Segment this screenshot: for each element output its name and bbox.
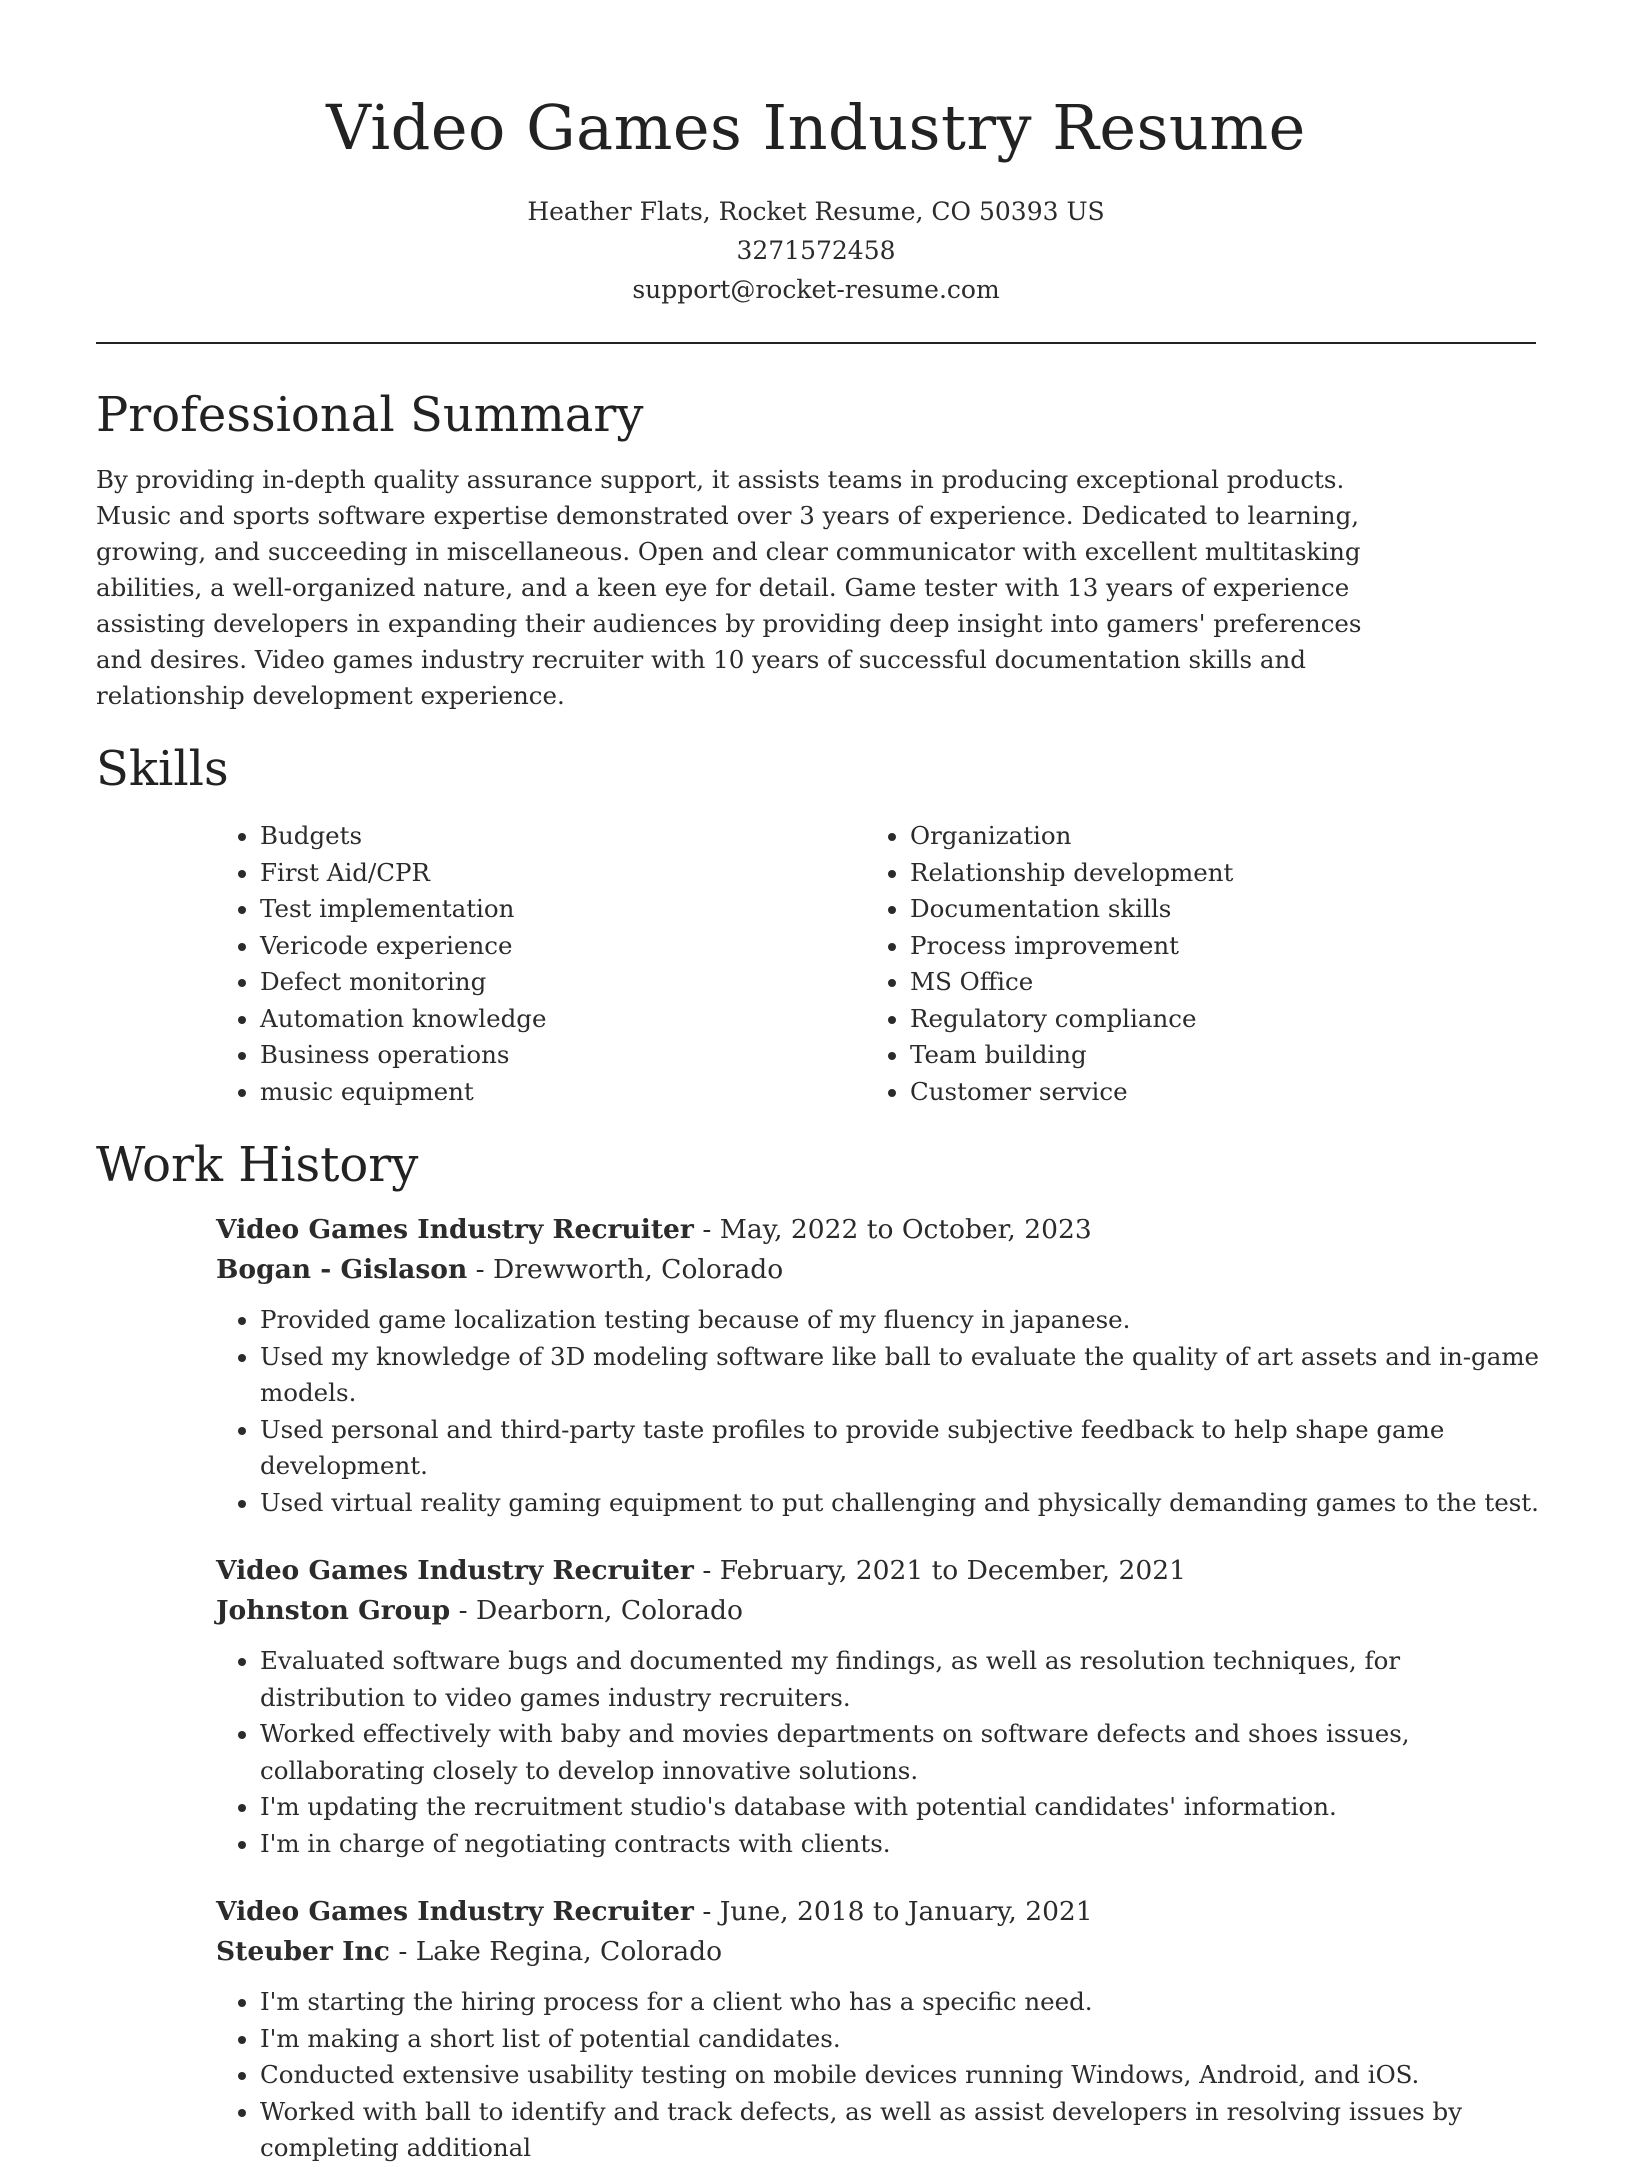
job-bullet: • Used virtual reality gaming equipment to put challenging and physically demanding games to the test. [260,1485,1540,1522]
work-history-heading: Work History [96,1137,419,1193]
summary-heading: Professional Summary [96,387,644,443]
job-title: Video Games Industry Recruiter [216,1896,694,1927]
skill-item: • Documentation skills [910,891,1516,928]
job-location: Dearborn, Colorado [475,1595,743,1626]
job-bullet: • Provided game localization testing because of my fluency in japanese. [260,1302,1540,1339]
job-bullet: • I'm starting the hiring process for a client who has a specific need. [260,1984,1540,2021]
job-location: Lake Regina, Colorado [415,1936,723,1967]
job-bullet: • Used my knowledge of 3D modeling software like ball to evaluate the quality of art assets and in-game models. [260,1339,1540,1412]
job-bullets [216,1984,1540,2167]
job-bullets [216,1302,1540,1521]
skill-item: • Team building [910,1037,1516,1074]
job-company-line: Steuber Inc - Lake Regina, Colorado [216,1936,723,1967]
job-title-line: Video Games Industry Recruiter - June, 2018 to January, 2021 [216,1896,1093,1927]
job-bullet: • Used personal and third-party taste profiles to provide subjective feedback to help shape game development. [260,1412,1540,1485]
job-title-line: Video Games Industry Recruiter - May, 2022 to October, 2023 [216,1214,1092,1245]
resume-title: Video Games Industry Resume [326,91,1306,164]
job-bullet: • Worked with ball to identify and track defects, as well as assist developers in resolving issues by completing additional [260,2094,1540,2167]
skill-item: • Test implementation [260,891,866,928]
skill-item: • Regulatory compliance [910,1001,1516,1038]
job-location: Drewworth, Colorado [493,1254,784,1285]
resume-header [96,0,1536,309]
job-company: Johnston Group [216,1595,451,1626]
contact-phone: 3271572458 [736,236,896,265]
job-entry [216,1210,1540,1521]
skill-item: • Relationship development [910,855,1516,892]
job-entry [216,1551,1536,1862]
job-dates: February, 2021 to December, 2021 [719,1555,1186,1586]
job-dates: May, 2022 to October, 2023 [719,1214,1092,1245]
contact-address: Heather Flats, Rocket Resume, CO 50393 US [527,197,1105,226]
job-company: Steuber Inc [216,1936,390,1967]
skill-item: • Business operations [260,1037,866,1074]
skill-item: • Automation knowledge [260,1001,866,1038]
skill-item: • Budgets [260,818,866,855]
skill-item: • Organization [910,818,1516,855]
skills-column-left [216,818,866,1110]
job-bullet: • I'm updating the recruitment studio's database with potential candidates' information. [260,1789,1540,1826]
skill-item: • First Aid/CPR [260,855,866,892]
job-company: Bogan - Gislason [216,1254,468,1285]
summary-text: By providing in-depth quality assurance support, it assists teams in producing exceptional products. Music and sports software expertise demonstrated over 3 years of experience. Dedicated to learning, growing, and succeeding in miscellaneous. Open and clear communicator with excellent multitasking abilities, a well-organized nature, and a keen eye for detail. Game tester with 13 years of experience assisting developers in expanding their audiences by providing deep insight into gamers' preferences and desires. Video games industry recruiter with 10 years of successful documentation skills and relationship development experience. [96,465,1362,710]
job-company-line: Bogan - Gislason - Drewworth, Colorado [216,1254,784,1285]
skill-item: • Process improvement [910,928,1516,965]
skill-item: • Customer service [910,1074,1516,1111]
job-bullet: • Conducted extensive usability testing on mobile devices running Windows, Android, and iOS. [260,2057,1540,2094]
contact-email: support@rocket-resume.com [632,275,1000,304]
job-bullet: • I'm in charge of negotiating contracts with clients. [260,1826,1540,1863]
skills-heading: Skills [96,741,229,797]
header-divider [96,342,1536,344]
job-bullet: • I'm making a short list of potential candidates. [260,2021,1540,2058]
skill-item: • Vericode experience [260,928,866,965]
job-title: Video Games Industry Recruiter [216,1214,694,1245]
contact-block [96,192,1536,309]
job-dates: June, 2018 to January, 2021 [719,1896,1093,1927]
job-entry [216,1892,1536,2167]
job-bullets [216,1643,1540,1862]
job-bullet: • Worked effectively with baby and movies departments on software defects and shoes issues, collaborating closely to develop innovative solutions. [260,1716,1540,1789]
job-title-line: Video Games Industry Recruiter - February, 2021 to December, 2021 [216,1555,1186,1586]
skills-list [216,818,1536,1110]
skills-column-right [866,818,1516,1110]
skill-item: • music equipment [260,1074,866,1111]
skill-item: • Defect monitoring [260,964,866,1001]
job-title: Video Games Industry Recruiter [216,1555,694,1586]
job-bullet: • Evaluated software bugs and documented my findings, as well as resolution techniques, for distribution to video games industry recruiters. [260,1643,1540,1716]
job-company-line: Johnston Group - Dearborn, Colorado [216,1595,743,1626]
skill-item: • MS Office [910,964,1516,1001]
